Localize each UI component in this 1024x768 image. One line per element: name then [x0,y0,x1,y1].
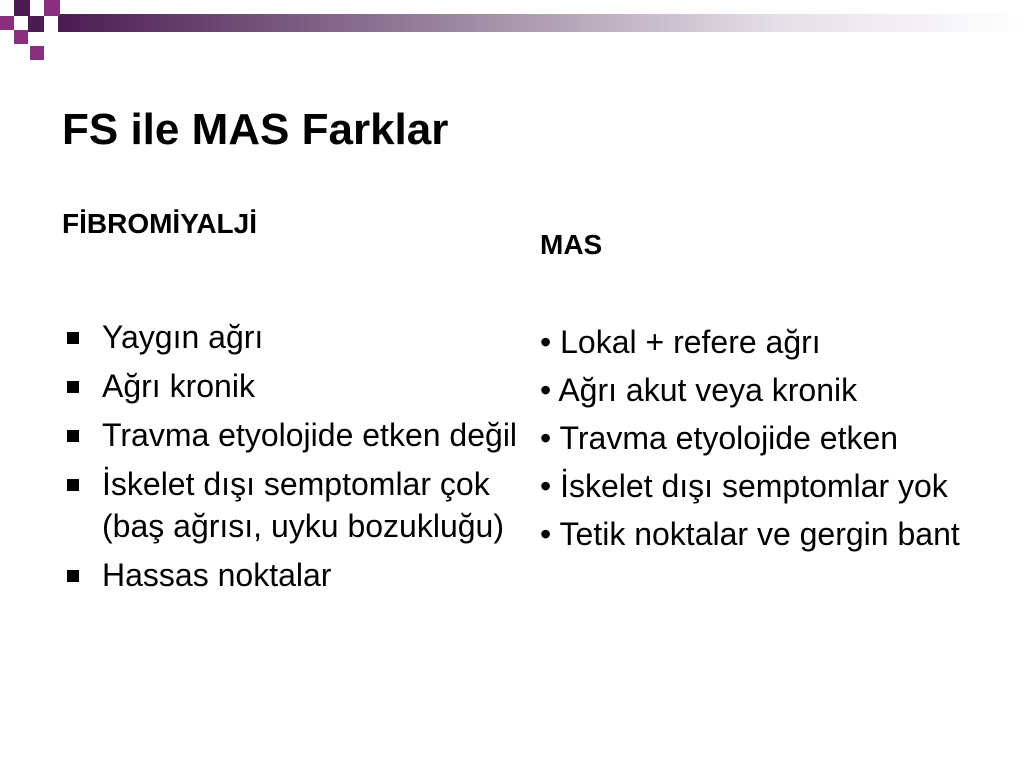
list-item [62,365,522,407]
deco-square-2 [44,0,60,16]
deco-square-1 [14,0,30,16]
list-item: • Ağrı akut veya kronik [540,372,858,408]
list-item [62,316,522,358]
slide-title: FS ile MAS Farklar [62,105,449,154]
list-item-text: İskelet dışı semptomlar çok (baş ağrısı, uyku bozukluğu) [102,466,504,544]
deco-square-6 [30,46,44,60]
deco-square-5 [14,30,28,44]
list-item-text: Travma etyolojide etken değil [102,417,518,453]
header-gradient-band [58,14,1024,32]
fibromyalgia-heading: FİBROMİYALJİ [62,208,257,239]
mas-list [540,318,980,558]
list-item [62,414,522,456]
mas-heading: MAS [540,229,603,260]
deco-square-3 [0,16,14,30]
deco-square-4 [28,16,44,32]
list-item: • Lokal + refere ağrı [540,324,821,360]
list-item [62,463,522,547]
list-item: • Travma etyolojide etken [540,420,899,456]
list-item-text: Yaygın ağrı [102,319,264,355]
list-item: • Tetik noktalar ve gergin bant [540,516,960,552]
square-bullet-icon [67,332,79,344]
list-item-text: Hassas noktalar [102,557,332,593]
square-bullet-icon [67,570,79,582]
square-bullet-icon [67,381,79,393]
square-bullet-icon [67,479,79,491]
square-bullet-icon [67,430,79,442]
list-item [62,554,522,596]
list-item-text: Ağrı kronik [102,368,255,404]
fibromyalgia-list [62,316,522,603]
header-decoration [0,0,1024,64]
list-item: • İskelet dışı semptomlar yok [540,468,948,504]
